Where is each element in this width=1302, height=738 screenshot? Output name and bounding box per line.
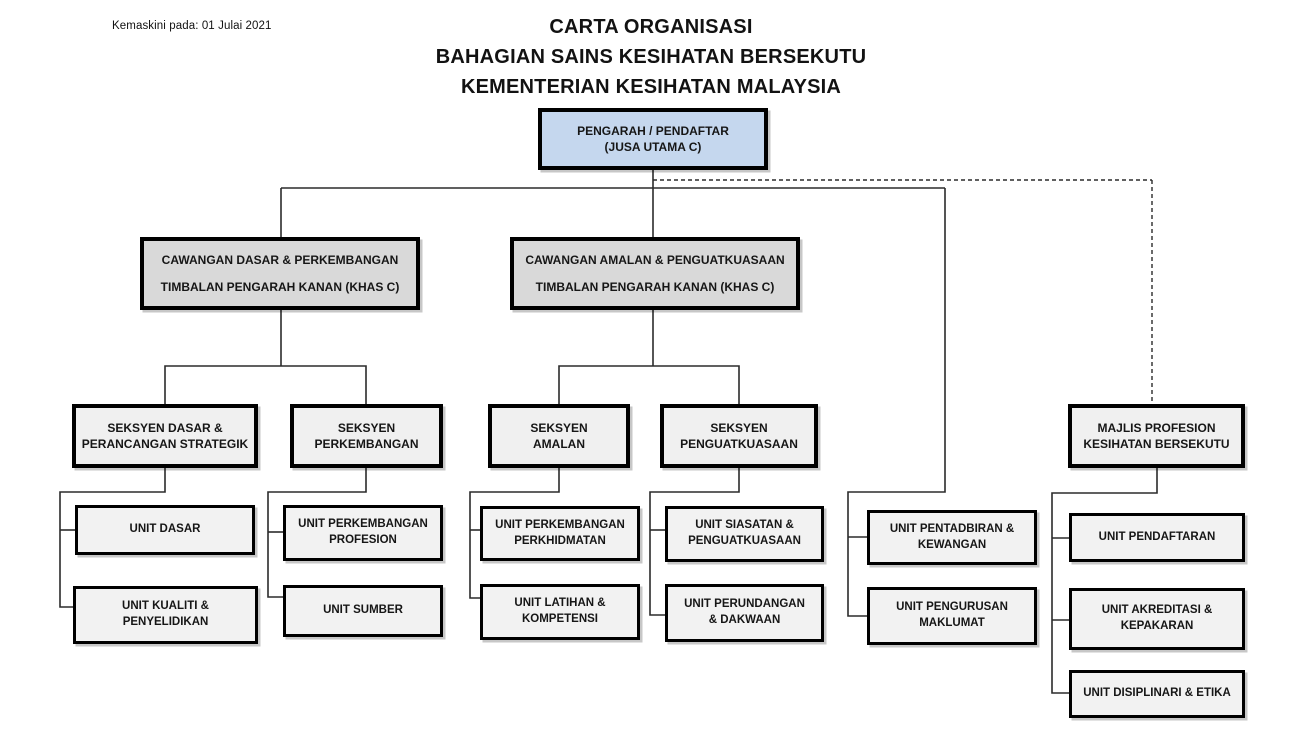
node-unit-perkembangan-perkhidmatan [480,506,640,561]
node-label: AMALAN [533,437,585,451]
node-label: UNIT LATIHAN & [514,597,606,610]
node-unit-sumber [283,585,443,637]
node-label: UNIT PERKEMBANGAN [298,518,428,531]
node-label: PENGUATKUASAAN [688,535,801,547]
node-label: MAJLIS PROFESION [1097,420,1216,435]
node-label: SEKSYEN DASAR & [107,420,223,435]
node-label: UNIT SUMBER [323,604,403,617]
node-unit-pendaftaran [1069,513,1245,562]
last-updated-note: Kemaskini pada: 01 Julai 2021 [112,20,272,32]
node-unit-dasar [75,505,255,555]
node-label: KOMPETENSI [521,613,599,625]
node-label: UNIT PERUNDANGAN [684,598,805,611]
node-label: UNIT PENGURUSAN [896,601,1008,614]
node-label: (JUSA UTAMA C) [604,140,702,154]
node-label: SEKSYEN [337,420,396,435]
node-unit-kualiti [73,586,258,644]
node-label: KESIHATAN BERSEKUTU [1083,437,1230,451]
node-seksyen-dasar [72,404,258,468]
title-line-1: CARTA ORGANISASI [549,16,753,38]
node-unit-latihan [480,584,640,640]
node-cawangan-amalan [510,237,800,310]
node-label: PERKEMBANGAN [314,437,419,451]
node-label: PENGUATKUASAAN [680,437,798,451]
node-label: PENYELIDIKAN [122,616,209,628]
node-seksyen-perkembangan [290,404,443,468]
node-label: TIMBALAN PENGARAH KANAN (KHAS C) [535,279,775,294]
node-label: KEPAKARAN [1120,620,1194,632]
node-label: UNIT AKREDITASI & [1101,604,1213,617]
node-label: PENGARAH / PENDAFTAR [577,123,729,138]
node-label: KEWANGAN [917,538,987,551]
node-unit-akreditasi [1069,588,1245,650]
node-unit-perundangan [665,584,824,642]
node-label: SEKSYEN [710,420,768,435]
node-unit-disiplinari [1069,670,1245,718]
node-unit-pentadbiran [867,510,1037,565]
node-label: CAWANGAN DASAR & PERKEMBANGAN [161,253,399,268]
node-seksyen-amalan [488,404,630,468]
node-cawangan-dasar [140,237,420,310]
node-label: UNIT SIASATAN & [695,519,794,532]
node-label: MAKLUMAT [919,617,985,629]
node-label: UNIT PENDAFTARAN [1098,530,1216,543]
node-label: & DAKWAAN [708,614,781,626]
node-label: SEKSYEN [530,420,588,435]
node-label: UNIT PENTADBIRAN & [889,522,1015,535]
node-seksyen-penguatkuasaan [660,404,818,468]
node-unit-perkembangan-profesion [283,505,443,561]
node-unit-siasatan [665,506,824,562]
node-label: PERKHIDMATAN [514,534,606,547]
node-pengarah [538,108,768,170]
node-unit-pengurusan [867,587,1037,645]
node-label: PERANCANGAN STRATEGIK [81,437,249,451]
node-label: UNIT KUALITI & [122,600,209,613]
node-label: PROFESION [329,534,397,546]
node-label: TIMBALAN PENGARAH KANAN (KHAS C) [160,279,400,294]
title-line-2: BAHAGIAN SAINS KESIHATAN BERSEKUTU [435,46,867,68]
node-label: UNIT DASAR [129,523,201,536]
node-label: UNIT DISIPLINARI & ETIKA [1083,687,1231,700]
title-line-3: KEMENTERIAN KESIHATAN MALAYSIA [460,76,842,98]
node-majlis-profesion [1068,404,1245,468]
node-label: UNIT PERKEMBANGAN [495,518,625,531]
node-label: CAWANGAN AMALAN & PENGUATKUASAAN [525,253,785,268]
